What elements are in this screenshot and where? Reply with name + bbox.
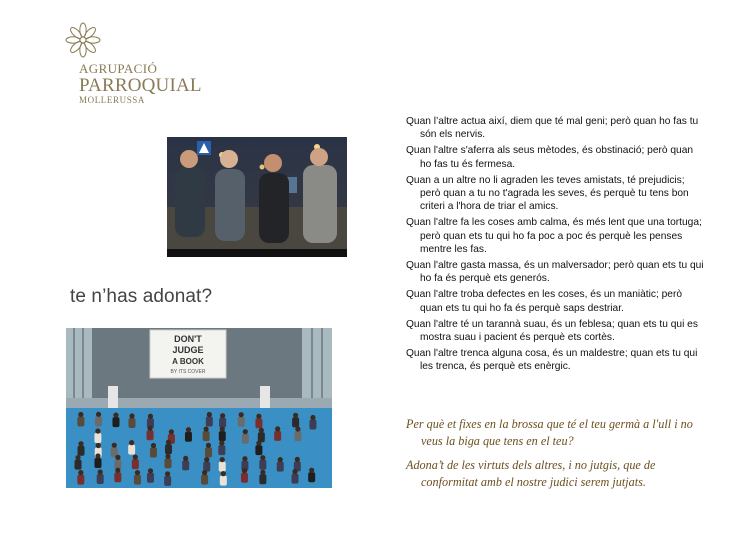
audience-person	[242, 434, 249, 444]
audience-person-head	[165, 454, 170, 459]
audience-person-head	[135, 470, 140, 475]
audience-person-head	[204, 457, 209, 462]
men-walking-photo	[167, 137, 347, 257]
audience-person-head	[242, 468, 247, 473]
audience-person-head	[148, 468, 153, 473]
audience-person	[241, 473, 248, 483]
audience-person	[218, 445, 225, 455]
audience-person-head	[129, 440, 134, 445]
audience-person	[77, 475, 84, 485]
audience-person-head	[115, 455, 120, 460]
audience-person-head	[259, 428, 264, 433]
audience-person-head	[220, 457, 225, 462]
sign-line-2: JUDGE	[172, 345, 204, 355]
sign-line-3: A BOOK	[172, 357, 204, 366]
audience-person	[274, 431, 281, 441]
audience-person	[94, 458, 101, 468]
audience-person-head	[220, 413, 225, 418]
audience-person	[220, 476, 227, 486]
list-item: Quan l'altre s'aferra als seus mètodes, és obstinació; però quan ho fas tu és fermesa.	[406, 145, 694, 170]
audience-person-head	[292, 469, 297, 474]
audience-person-head	[133, 454, 138, 459]
audience-person	[128, 445, 135, 455]
logo-line-3: MOLLERUSSA	[79, 95, 146, 105]
audience-person-head	[206, 443, 211, 448]
audience-person	[114, 472, 121, 482]
audience-person	[185, 432, 192, 442]
audience-person-head	[256, 441, 261, 446]
audience-person-head	[78, 412, 83, 417]
audience-person	[164, 458, 171, 468]
audience-person	[292, 417, 299, 427]
audience-person	[309, 420, 316, 430]
audience-person-head	[242, 456, 247, 461]
audience-person	[78, 446, 85, 456]
logo-line-1: AGRUPACIÓ	[79, 61, 158, 76]
audience-person-head	[95, 428, 100, 433]
quotes	[406, 416, 706, 498]
list-item: Quan l'altre fa les coses amb calma, és més lent que una tortuga; però quan ets tu qui ho fa poc a poc és perquè les penses mentre les fas.	[406, 217, 702, 255]
audience-person	[112, 417, 119, 427]
audience-person	[292, 474, 299, 484]
audience-person-head	[295, 426, 300, 431]
list-item: Quan l'altre gasta massa, és un malversador; però quan ets tu qui ho fa és perquè ets generós.	[406, 260, 704, 285]
audience-person	[150, 447, 157, 457]
audience-person	[95, 416, 102, 426]
flower-emblem-icon	[64, 22, 102, 58]
audience-person-head	[295, 457, 300, 462]
audience-person-head	[310, 415, 315, 420]
audience-person-head	[278, 457, 283, 462]
quote-2: Adona’t de les virtuts dels altres, i no jutgis, que de conformitat amb el nostre judici serem jutjats.	[406, 458, 656, 489]
audience-person	[165, 444, 172, 454]
audience-person-head	[96, 443, 101, 448]
audience-person-head	[166, 440, 171, 445]
audience-person	[164, 476, 171, 486]
audience-person-head	[78, 470, 83, 475]
audience-person-head	[78, 441, 83, 446]
audience-person	[147, 473, 154, 483]
audience-person-head	[147, 426, 152, 431]
audience-person	[182, 460, 189, 470]
audience-person	[219, 462, 226, 472]
list-item: Quan l’altre actua així, diem que té mal geni; però quan ho fas tu són els nervis.	[406, 116, 699, 141]
audience-person	[201, 475, 208, 485]
audience-person	[255, 418, 262, 428]
audience-person-head	[221, 471, 226, 476]
audience-person-head	[113, 413, 118, 418]
audience-person-head	[275, 426, 280, 431]
audience-person	[294, 431, 301, 441]
question-heading: te n’has adonat?	[70, 286, 213, 307]
audience-person-head	[220, 426, 225, 431]
audience-person-head	[260, 470, 265, 475]
audience-person	[128, 418, 135, 428]
audience-person	[94, 433, 101, 443]
audience-person-head	[260, 455, 265, 460]
logo	[64, 22, 204, 104]
audience-person-head	[204, 426, 209, 431]
audience-person-head	[96, 412, 101, 417]
audience-person	[147, 430, 154, 440]
audience-person-head	[293, 413, 298, 418]
audience-person	[77, 416, 84, 426]
audience-person	[219, 431, 226, 441]
audience-person-head	[186, 427, 191, 432]
audience-person	[132, 459, 139, 469]
audience-person-head	[183, 456, 188, 461]
list-item: Quan l'altre trenca alguna cosa, és un maldestre; quan ets tu qui les trenca, és perquè ets enèrgic.	[406, 348, 698, 373]
audience-person	[75, 460, 82, 470]
audience-person	[219, 418, 226, 428]
sign-line-1: DON'T	[174, 334, 202, 344]
audience-person	[134, 475, 141, 485]
audience-person	[238, 417, 245, 427]
audience-person	[205, 447, 212, 457]
list-item: Quan l'altre troba defectes en les coses, és un maniàtic; però quan ets tu qui ho fa és perquè saps destriar.	[406, 289, 683, 314]
audience-person	[277, 462, 284, 472]
audience-person	[308, 472, 315, 482]
logo-line-2: PARROQUIAL	[79, 75, 202, 96]
audience-person	[203, 431, 210, 441]
audience-person-head	[129, 413, 134, 418]
list-item: Quan a un altre no li agraden les teves amistats, té prejudicis; però quan a tu no t'agrada les seves, és perquè tu tens bon criteri a l'hora de triar el amics.	[406, 174, 689, 213]
audience-person-head	[256, 414, 261, 419]
audience-person-head	[207, 412, 212, 417]
audience-person	[259, 474, 266, 484]
event-hall-photo	[66, 328, 332, 488]
audience-person-head	[239, 412, 244, 417]
audience-person	[97, 474, 104, 484]
audience-person-head	[151, 443, 156, 448]
audience-person-head	[169, 429, 174, 434]
audience-person-head	[202, 470, 207, 475]
audience-person	[206, 416, 213, 426]
audience-person-head	[75, 455, 80, 460]
audience-person-head	[148, 414, 153, 419]
audience-person-head	[243, 429, 248, 434]
audience-person-head	[95, 453, 100, 458]
quote-1: Per què et fixes en la brossa que té el teu germà a l'ull i no veus la biga que tens en el teu?	[406, 417, 693, 448]
audience-person-head	[165, 471, 170, 476]
audience-person-head	[219, 441, 224, 446]
audience-person	[259, 460, 266, 470]
audience-person-head	[115, 468, 120, 473]
audience-person	[255, 445, 262, 455]
comparison-list	[406, 115, 706, 377]
audience-person-head	[98, 469, 103, 474]
audience-person-head	[309, 468, 314, 473]
sign-line-4: BY ITS COVER	[170, 369, 206, 375]
audience-person-head	[112, 443, 117, 448]
list-item: Quan l'altre té un tarannà suau, és un feblesa; quan ets tu qui es mostra suau i pacient és perquè ets cortès.	[406, 318, 698, 344]
